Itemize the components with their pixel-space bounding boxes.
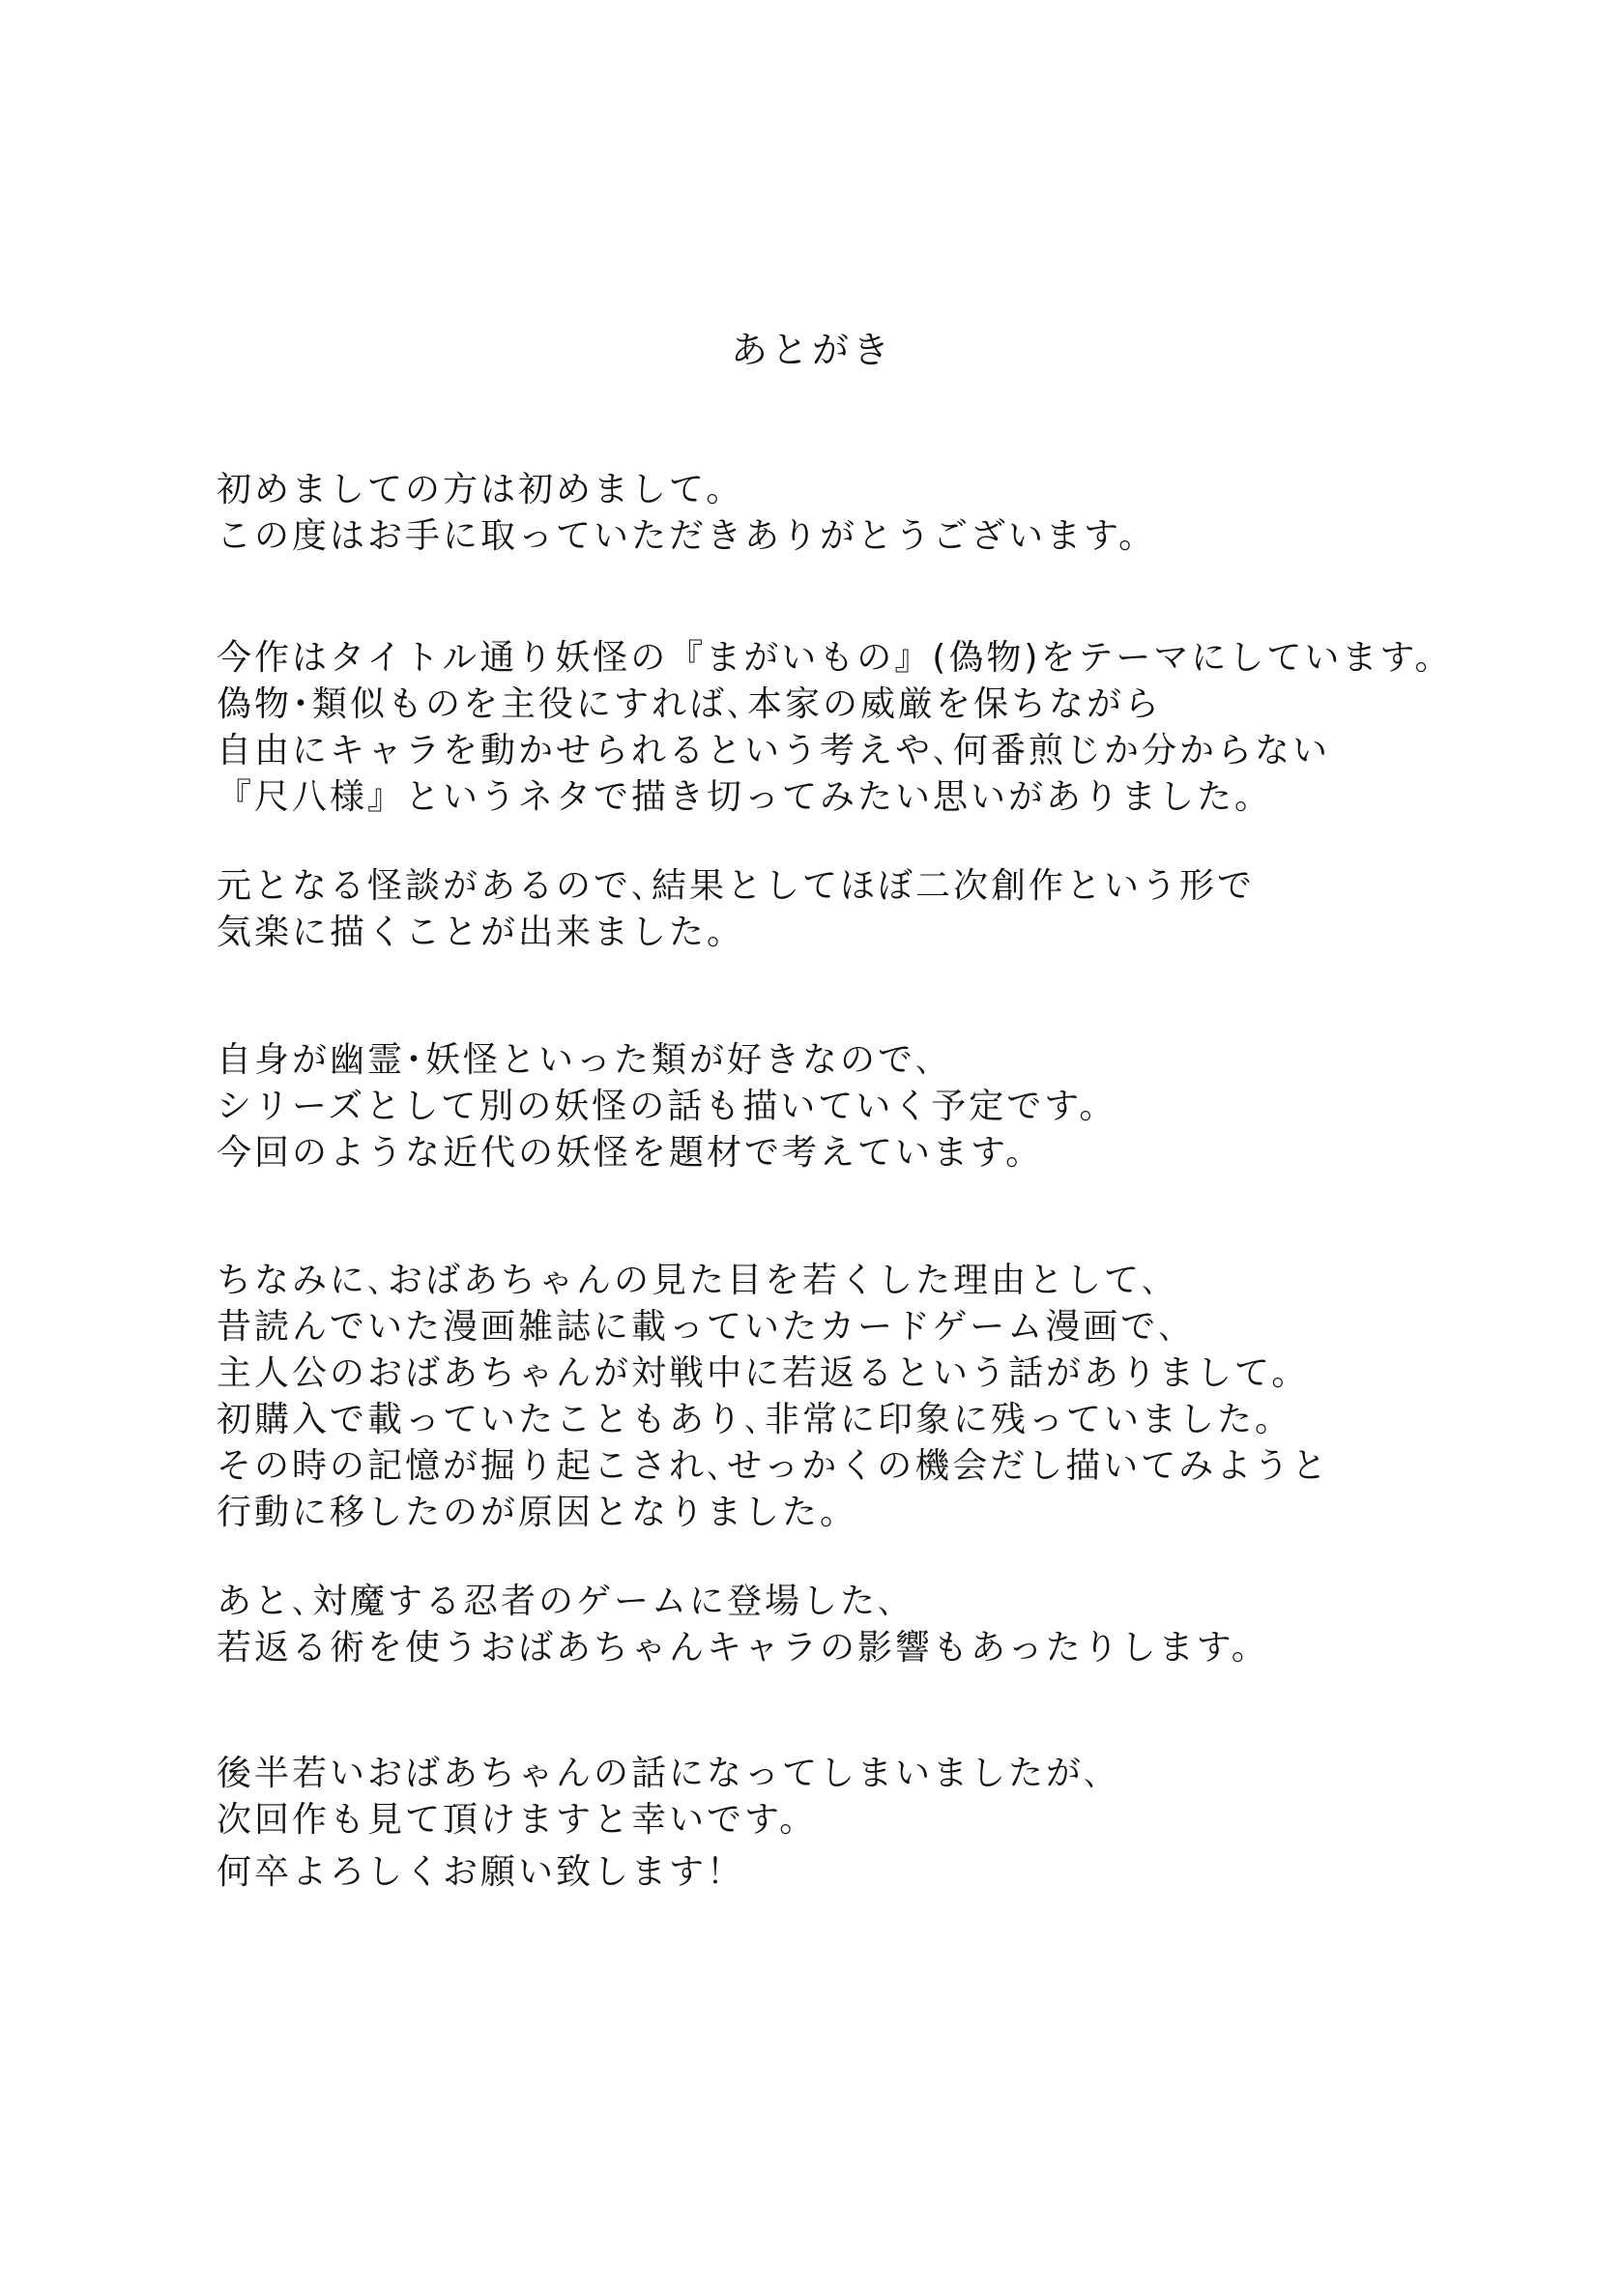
text-line: 今回のような近代の妖怪を題材で考えています。 — [217, 1133, 1044, 1173]
text-line: 行動に移したのが原因となりました。 — [217, 1493, 858, 1532]
text-line: 何卒よろしくお願い致します！ — [217, 1852, 745, 1892]
text-line: その時の記憶が掘り起こされ､せっかくの機会だし描いてみようと — [217, 1446, 1330, 1486]
text-line: 自由にキャラを動かせられるという考えや､何番煎じか分からない — [217, 731, 1331, 770]
text-line: 初購入で載っていたこともあり､非常に印象に残っていました。 — [217, 1400, 1293, 1439]
text-line: シリーズとして別の妖怪の話も描いていく予定です。 — [217, 1087, 1117, 1126]
text-line: 次回作も見て頂けますと幸いです。 — [217, 1800, 818, 1840]
text-line: 偽物･類似ものを主役にすれば､本家の威厳を保ちながら — [217, 684, 1163, 724]
text-line: 若返る術を使うおばあちゃんキャラの影響もあったりします。 — [217, 1628, 1269, 1668]
text-line: 気楽に描くことが出来ました。 — [217, 913, 745, 952]
text-line: 今作はタイトル通り妖怪の『まがいもの』(偽物)をテーマにしています。 — [217, 638, 1453, 678]
text-line: 自身が幽霊･妖怪といった類が好きなので､ — [217, 1040, 937, 1080]
page-title: あとがき — [730, 329, 893, 371]
text-line: この度はお手に取っていただきありがとうございます。 — [217, 516, 1157, 556]
text-line: 昔読んでいた漫画雑誌に載っていたカードゲーム漫画で､ — [217, 1307, 1179, 1347]
text-line: 後半若いおばあちゃんの話になってしまいましたが､ — [217, 1754, 1105, 1793]
text-line: 『尺八様』というネタで描き切ってみたい思いがありました。 — [217, 777, 1273, 817]
text-line: ちなみに､おばあちゃんの見た目を若くした理由として､ — [217, 1261, 1163, 1300]
text-line: あと､対魔する忍者のゲームに登場した､ — [217, 1582, 899, 1621]
text-line: 初めましての方は初めまして。 — [217, 470, 744, 509]
text-line: 元となる怪談があるので､結果としてほぼ二次創作という形で — [217, 866, 1256, 906]
text-line: 主人公のおばあちゃんが対戦中に若返るという話がありまして。 — [217, 1353, 1310, 1393]
